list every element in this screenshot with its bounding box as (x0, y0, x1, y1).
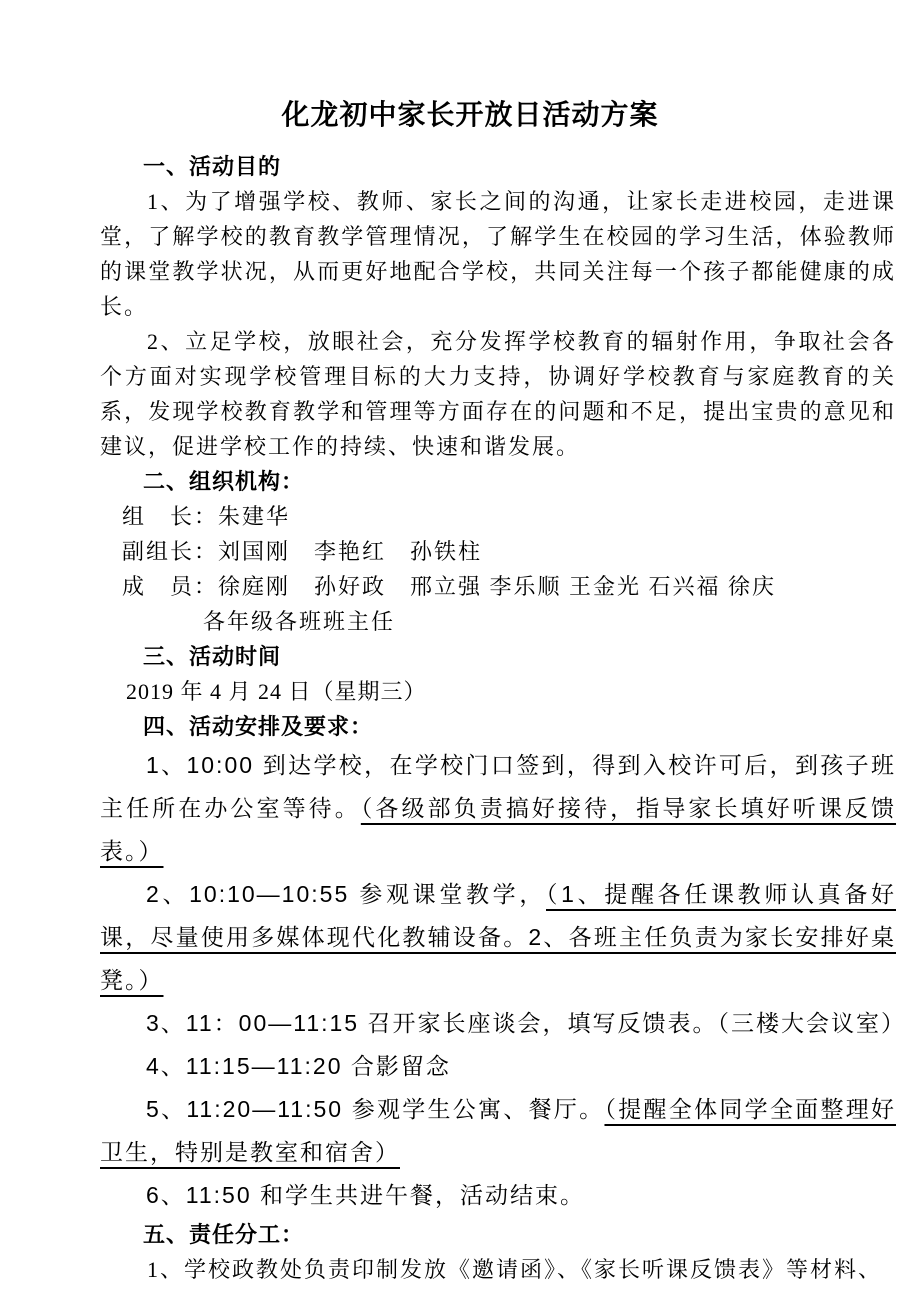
underlined-note: （各级部负责搞好接待，指导家长填好听课反馈表。） (100, 795, 897, 864)
text-run: 组 长：朱建华 (122, 504, 291, 529)
section-heading (100, 1217, 896, 1252)
text-run: 一、活动目的 (143, 154, 282, 179)
text-run: 各年级各班班主任 (203, 609, 396, 634)
text-run: 4、11:15—11:20 合影留念 (146, 1053, 451, 1079)
text-run: 二、组织机构： (143, 469, 305, 494)
schedule-item (100, 873, 896, 1002)
document-title: 化龙初中家长开放日活动方案 (281, 99, 659, 130)
schedule-item (100, 1088, 896, 1174)
text-run: 1、为了增强学校、教师、家长之间的沟通，让家长走进校园，走进课堂，了解学校的教育教学管理情况，了解学生在校园的学习生活，体验教师的课堂教学状况，从而更好地配合学校，共同关注每一个孩子都能健康的成长。 (100, 189, 896, 319)
section-heading (100, 149, 896, 184)
text-run: 2019 年 4 月 24 日（星期三） (126, 679, 427, 704)
text-run: 五、责任分工： (143, 1222, 305, 1247)
member-continuation (100, 604, 896, 639)
text-run: 2、立足学校，放眼社会，充分发挥学校教育的辐射作用，争取社会各个方面对实现学校管理目标的大力支持，协调好学校教育与家庭教育的关系，发现学校教育教学和管理等方面存在的问题和不足，提出宝贵的意见和建议，促进学校工作的持续、快速和谐发展。 (100, 329, 896, 459)
member-line (100, 534, 896, 569)
section-heading (100, 464, 896, 499)
text-run: 1、10:00 到达学校，在学校门口签到，得到入校许可后，到孩子班主任所在办公室等待。 (100, 752, 896, 821)
text-run: 三、活动时间 (143, 644, 282, 669)
text-run: 1、学校政教处负责印制发放《邀请函》、《家长听课反馈表》等材料、 (147, 1257, 883, 1282)
schedule-item (100, 1174, 896, 1217)
text-run: 成 员：徐庭刚 孙好政 邢立强 李乐顺 王金光 石兴福 徐庆 (122, 574, 777, 599)
body-paragraph (100, 1252, 896, 1287)
underlined-note: （提醒全体同学全面整理好卫生，特别是教室和宿舍） (100, 1096, 896, 1165)
text-run: 副组长：刘国刚 李艳红 孙铁柱 (122, 539, 483, 564)
document-body (100, 149, 906, 1287)
body-paragraph (100, 184, 896, 324)
text-run: 四、活动安排及要求： (143, 714, 374, 739)
section-heading (100, 639, 896, 674)
member-line (100, 569, 896, 604)
text-run: 6、11:50 和学生共进午餐，活动结束。 (146, 1182, 586, 1208)
text-run: 3、11：00—11:15 召开家长座谈会，填写反馈表。（三楼大会议室） (146, 1010, 906, 1036)
text-run: 2、10:10—10:55 参观课堂教学， (146, 881, 546, 907)
schedule-item (100, 1002, 906, 1045)
date-line (100, 674, 896, 709)
underlined-note: （1、提醒各任课教师认真备好课，尽量使用多媒体现代化教辅设备。2、各班主任负责为家长安排好桌凳。） (100, 881, 896, 993)
text-run: 5、11:20—11:50 参观学生公寓、餐厅。 (146, 1096, 605, 1122)
member-line (100, 499, 896, 534)
section-heading (100, 709, 896, 744)
schedule-item (100, 1045, 896, 1088)
schedule-item (100, 744, 896, 873)
body-paragraph (100, 324, 896, 464)
